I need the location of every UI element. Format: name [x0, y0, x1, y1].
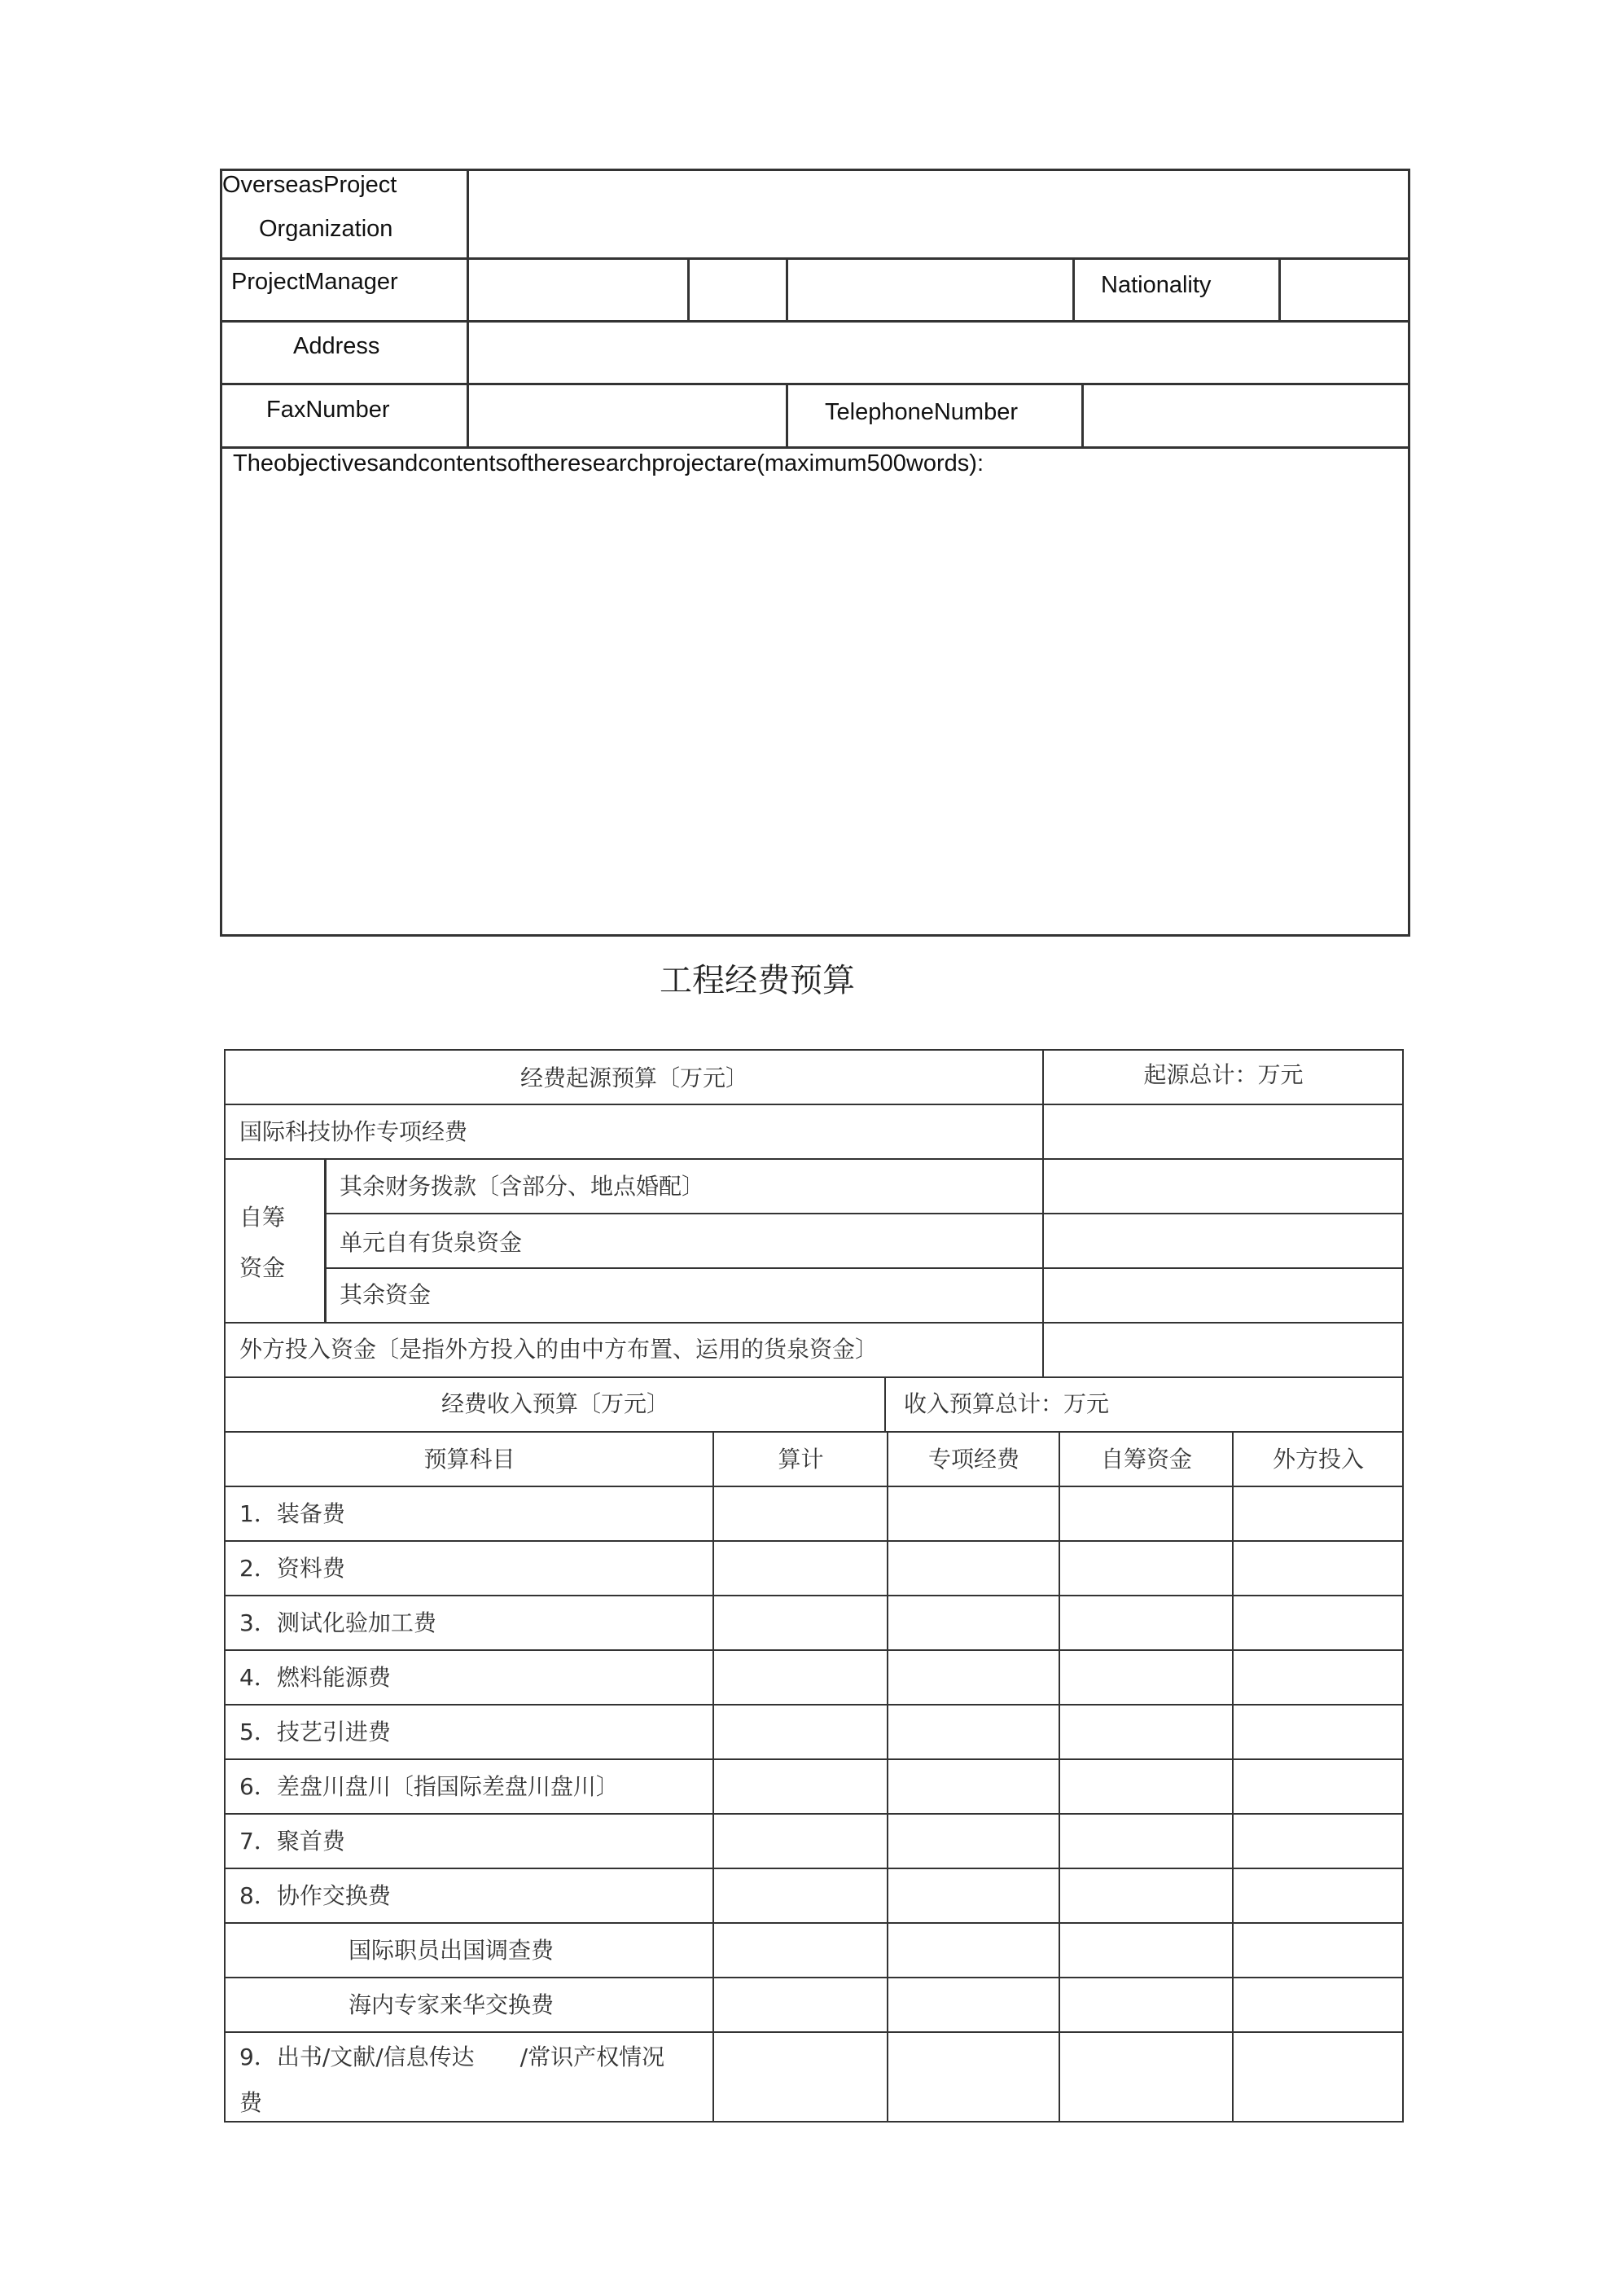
- project-manager-label: ProjectManager: [231, 269, 398, 295]
- expense-total-label: 收入预算总计：万元: [904, 1390, 1110, 1417]
- column-header-budget-item: 预算科目: [423, 1446, 515, 1473]
- row-label-equipment: 1．装备费: [239, 1500, 345, 1527]
- telephone-number-label: TelephoneNumber: [825, 399, 1018, 425]
- other-fiscal-appropriation-label: 其余财务拨款〔含部分、地点婚配〕: [340, 1173, 705, 1200]
- intl-special-funds-label: 国际科技协作专项经费: [239, 1118, 468, 1145]
- row-label-cooperation-exchange: 8．协作交换费: [239, 1882, 391, 1909]
- row-label-testing: 3．测试化验加工费: [239, 1609, 436, 1636]
- row-label-travel: 6．差盘川盘川〔指国际差盘川盘川〕: [239, 1773, 619, 1800]
- self-raised-funds-label-line2: 资金: [239, 1254, 286, 1281]
- row-label-materials: 2．资料费: [239, 1555, 345, 1582]
- overseas-form: [0, 0, 1622, 945]
- overseas-project-organization-label-line2: Organization: [259, 216, 393, 242]
- expense-budget-header: 经费收入预算〔万元〕: [441, 1390, 669, 1417]
- other-funds-label: 其余资金: [340, 1281, 432, 1308]
- row-label-publication-line1: 9．出书/文献/信息传达 /常识产权情况: [239, 2044, 665, 2070]
- source-total-label: 起源总计：万元: [1143, 1061, 1304, 1088]
- fax-number-label: FaxNumber: [266, 397, 390, 423]
- row-label-expert-visit: 海内专家来华交换费: [349, 1991, 555, 2018]
- self-raised-funds-label-line1: 自筹: [239, 1204, 286, 1231]
- row-label-staff-overseas-visit: 国际职员出国调查费: [349, 1937, 555, 1964]
- address-label: Address: [293, 333, 380, 359]
- row-label-meeting: 7．聚首费: [239, 1828, 345, 1855]
- overseas-project-organization-label-line1: OverseasProject: [222, 172, 397, 198]
- objectives-prompt: Theobjectivesandcontentsoftheresearchprojectare(maximum500words):: [233, 450, 984, 476]
- column-header-special-funds: 专项经费: [927, 1446, 1019, 1473]
- column-header-total: 算计: [778, 1446, 824, 1473]
- foreign-input-funds-label: 外方投入资金〔是指外方投入的由中方布置、运用的货泉资金〕: [239, 1336, 879, 1363]
- row-label-fuel-energy: 4．燃料能源费: [239, 1664, 391, 1691]
- budget-title: 工程经费预算: [660, 962, 855, 999]
- unit-own-funds-label: 单元自有货泉资金: [340, 1229, 523, 1256]
- source-budget-header: 经费起源预算〔万元〕: [519, 1065, 748, 1091]
- row-label-publication-line2: 费: [239, 2089, 263, 2116]
- column-header-foreign-input: 外方投入: [1272, 1446, 1364, 1473]
- row-label-technology-import: 5．技艺引进费: [239, 1719, 391, 1745]
- nationality-label: Nationality: [1101, 272, 1212, 298]
- budget-table: [0, 1034, 1622, 2126]
- column-header-self-raised: 自筹资金: [1100, 1446, 1192, 1473]
